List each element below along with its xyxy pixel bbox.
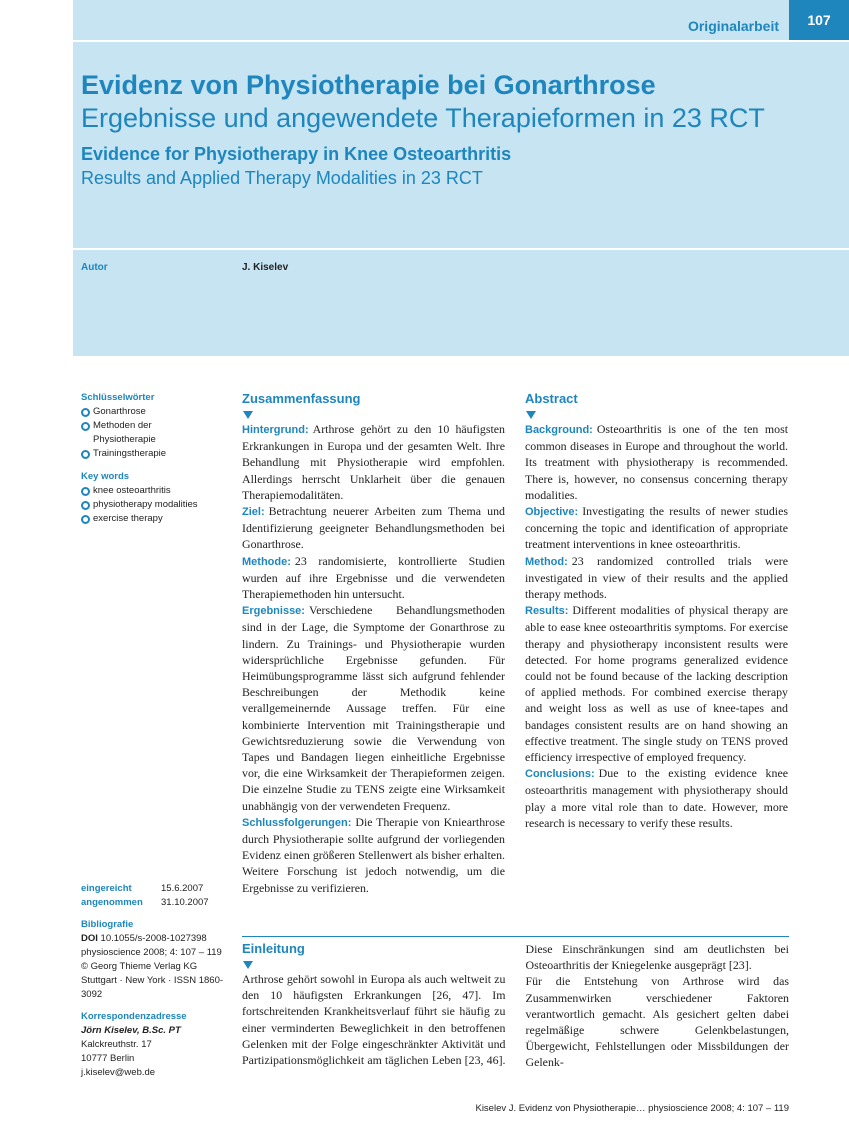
bullet-icon bbox=[81, 450, 90, 459]
keywords-english-list bbox=[81, 484, 231, 526]
author-name: J. Kiselev bbox=[242, 262, 289, 273]
hintergrund-paragraph: Hintergrund: Arthrose gehört zu den 10 häufigsten Erkrankungen in Europa und der gesamten Welt. Ihre Behandlung mit Physiotherapie wird empfohlen. Allerdings herrscht Unklarheit über die genauen Therapiemodalitäten. bbox=[242, 422, 505, 502]
methode-paragraph: Methode: 23 randomisierte, kontrollierte Studien wurden auf ihre Ergebnisse und die verwendeten Therapiemethoden hin untersucht. bbox=[242, 553, 505, 602]
results-paragraph: Results: Different modalities of physical therapy are able to ease knee osteoarthritis symptoms. For exercise therapy and physiotherapy inconsistent results were detected. For home programs generalized evidence could not be found because of the lacking description of applied methods. For combined exercise therapy and weight loss as well as use of knee-tapes and bandages consistent results are on hand showing an effective treatment. The single study on TENS proved efficiency irrespective of employed frequency. bbox=[525, 603, 788, 765]
received-label: eingereicht bbox=[81, 883, 132, 894]
keyword-item: exercise therapy bbox=[81, 512, 231, 526]
ergebnisse-paragraph: Ergebnisse: Verschiedene Behandlungsmethoden sind in der Lage, die Symptome der Gonarthrose zu lindern. Zu Trainings- und Physiotherapie wurden widersprüchliche Ergebnisse gefunden. Für Heimübungsprogramme lässt sich aufgrund fehlender Beschreibungen der Methodik keine verallgemeinernde Aussage treffen. Für eine kombinierte Intervention mit Trainingstherapie und Gewichtsreduzierung sowie die Verwendung von Tapes und Bandagen liegen einheitliche Ergebnisse vor, die eine Wirksamkeit der Therapieformen zeigen. Die einzelne Studie zu TENS zeigte eine Wirksamkeit unabhängig von der verwendeten Frequenz. bbox=[242, 603, 505, 813]
bullet-icon bbox=[81, 515, 90, 524]
keyword-item: Trainingstherapie bbox=[81, 447, 231, 461]
keywords-german-heading: Schlüsselwörter bbox=[81, 392, 155, 403]
bibliography-heading: Bibliografie bbox=[81, 919, 134, 930]
received-row bbox=[81, 882, 226, 896]
doi-text: 10.1055/s-2008-1027398 physioscience 2008; 4: 107 – 119 © Georg Thieme Verlag KG Stuttgart · New York · ISSN 1860-3092 bbox=[81, 933, 224, 1000]
keyword-item: knee osteoarthritis bbox=[81, 484, 231, 498]
page-footer: Kiselev J. Evidenz von Physiotherapie… physioscience 2008; 4: 107 – 119 bbox=[475, 1103, 789, 1114]
zusammenfassung-heading: Zusammenfassung bbox=[242, 391, 361, 406]
background-paragraph: Background: Osteoarthritis is one of the ten most common diseases in Europe and throughout the world. Its treatment with physiotherapy is recommended. There is, however, no consensus concerning therapy modalities. bbox=[525, 422, 788, 502]
einleitung-paragraph-1: Arthrose gehört sowohl in Europa als auch weltweit zu den 10 häufigsten Erkrankungen [26, 47]. Im fortschreitenden Krankheitsverlauf führt sie häufig zu einer verminderten Beweglichkeit in den betroffenen Gelenken mit der Folge eingeschränkter Aktivität und Partizipationsmöglichkeit am täglichen Leben [23, 46]. Diese Einschränkungen sind am deutlichsten bei Osteoarthritis der Kniegelenke ausgeprägt [23]. bbox=[242, 942, 789, 1068]
objective-paragraph: Objective: Investigating the results of newer studies concerning the topic and identification of appropriate treatment interventions in knee osteoarthritis. bbox=[525, 504, 788, 552]
author-band bbox=[73, 250, 849, 356]
schluss-paragraph: Schlussfolgerungen: Die Therapie von Kniearthrose durch Physiotherapie sollte aufgrund der vorliegenden Evidenz einen größeren Stellenwert als bisher erhalten. Weitere Forschung ist jedoch notwendig, um die Ergebnisse zu verifizieren. bbox=[242, 814, 505, 895]
ziel-paragraph: Ziel: Betrachtung neuerer Arbeiten zum Thema und Identifizierung geeigneter Behandlungsmethoden bei Gonarthrose. bbox=[242, 504, 505, 552]
title-english: Evidence for Physiotherapy in Knee Osteoarthritis bbox=[81, 144, 512, 164]
keywords-german-list bbox=[81, 405, 231, 461]
received-date: 15.6.2007 bbox=[161, 883, 204, 894]
keywords-english-heading: Key words bbox=[81, 471, 130, 482]
abstract bbox=[525, 391, 788, 831]
section-label: Originalarbeit bbox=[687, 18, 779, 34]
bullet-icon bbox=[81, 408, 90, 417]
keyword-item: physiotherapy modalities bbox=[81, 498, 231, 512]
abstract-heading: Abstract bbox=[525, 391, 578, 406]
subtitle-german: Ergebnisse und angewendete Therapieformen in 23 RCT bbox=[81, 103, 765, 133]
einleitung-heading: Einleitung bbox=[242, 941, 305, 956]
accepted-date: 31.10.2007 bbox=[161, 897, 209, 908]
correspondence-street: Kalckreuthstr. 17 bbox=[81, 1039, 152, 1050]
einleitung-paragraph-2: Für die Entstehung von Arthrose wird das Zusammenwirken verschiedener Faktoren verantwortlich gemacht. Als gesichert gelten dabei regelmäßige schwere Gelenkbelastungen, Übergewicht, Fehlstellungen oder Missbildungen der Gelenk- bbox=[525, 974, 789, 1070]
triangle-down-icon bbox=[243, 961, 253, 969]
triangle-down-icon bbox=[243, 411, 253, 419]
keyword-item: Methoden der Physiotherapie bbox=[81, 419, 208, 447]
zusammenfassung bbox=[242, 391, 505, 896]
conclusions-paragraph: Conclusions: Due to the existing evidence knee osteoarthritis management with physiotherapy should play a more vital role than to date. However, more research is necessary to verify these results. bbox=[525, 766, 788, 830]
accepted-label: angenommen bbox=[81, 897, 143, 908]
title-german: Evidenz von Physiotherapie bei Gonarthrose bbox=[81, 70, 656, 100]
triangle-down-icon bbox=[526, 411, 536, 419]
subtitle-english: Results and Applied Therapy Modalities in 23 RCT bbox=[81, 168, 483, 188]
keywords-german bbox=[81, 391, 231, 526]
correspondence-name: Jörn Kiselev, B.Sc. PT bbox=[81, 1025, 181, 1036]
einleitung bbox=[242, 941, 789, 1076]
method-paragraph: Method: 23 randomized controlled trials were investigated in view of their results and the applied therapy methods. bbox=[525, 553, 788, 602]
correspondence-city: 10777 Berlin bbox=[81, 1053, 135, 1064]
bibliography-text bbox=[81, 932, 226, 1002]
page-number: 107 bbox=[789, 0, 849, 40]
accepted-row bbox=[81, 896, 226, 910]
bullet-icon bbox=[81, 422, 90, 431]
keyword-item: Gonarthrose bbox=[81, 405, 231, 419]
correspondence-heading: Korrespondenzadresse bbox=[81, 1011, 187, 1022]
correspondence-email[interactable]: j.kiselev@web.de bbox=[81, 1067, 156, 1078]
author-label: Autor bbox=[81, 262, 108, 273]
doi-label: DOI bbox=[81, 933, 98, 944]
article-meta bbox=[81, 882, 226, 1080]
bullet-icon bbox=[81, 501, 90, 510]
bullet-icon bbox=[81, 487, 90, 496]
section-divider bbox=[242, 936, 789, 937]
header-divider bbox=[73, 40, 849, 42]
